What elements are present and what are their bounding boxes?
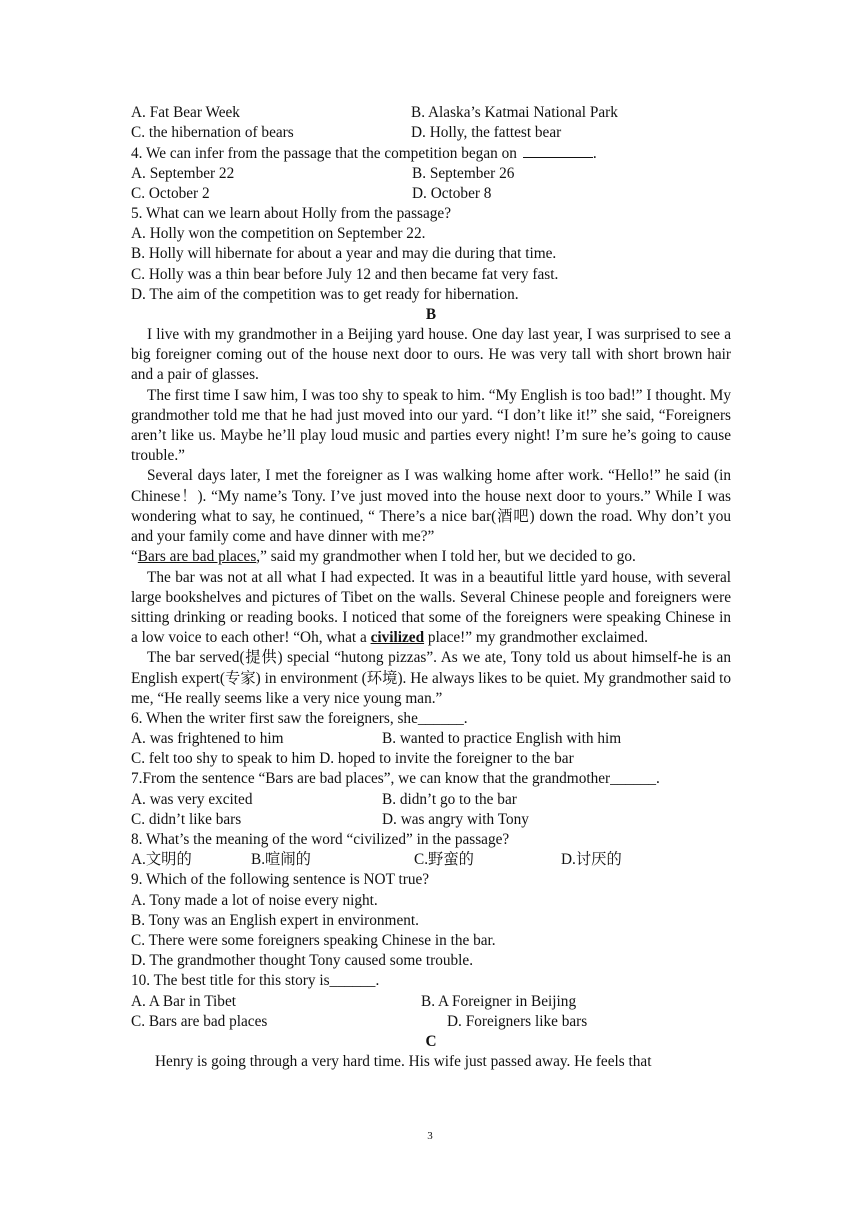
q10-stem: 10. The best title for this story is______.	[131, 972, 380, 990]
q6-stem: 6. When the writer first saw the foreigners, she______.	[131, 709, 468, 727]
q7-option-a: A. was very excited	[131, 790, 253, 808]
q4-option-a: A. September 22	[131, 164, 235, 182]
q7-option-c: C. didn’t like bars	[131, 810, 242, 828]
passage-b-paragraph-3: Several days later, I met the foreigner as I was walking home after work. “Hello!” he said (in Chinese！). “My name’s Tony. I’ve just moved into the house next door to yours.” While I was wondering what to say, he continued, “ There’s a nice bar(酒吧) down the road. Why don’t you and your family come and have dinner with me?”	[131, 467, 731, 546]
q3-option-d: D. Holly, the fattest bear	[411, 124, 562, 142]
answer-blank	[523, 143, 593, 158]
section-b-heading: B	[425, 305, 437, 323]
q3-option-c: C. the hibernation of bears	[131, 124, 294, 142]
q10-options-row-1	[131, 992, 731, 1012]
q7-option-d: D. was angry with Tony	[382, 810, 529, 828]
q3-options-row-2	[131, 123, 731, 143]
q9-option-d: D. The grandmother thought Tony caused some trouble.	[131, 952, 474, 970]
q10-option-a: A. A Bar in Tibet	[131, 992, 236, 1010]
q3-option-a: A. Fat Bear Week	[131, 104, 240, 121]
q4-stem: 4. We can infer from the passage that the competition began on .	[131, 145, 597, 163]
q4-options-row-1	[131, 164, 731, 184]
q9-option-b: B. Tony was an English expert in environment.	[131, 911, 419, 929]
q6-options-row-2: C. felt too shy to speak to him D. hoped to invite the foreigner to the bar	[131, 750, 574, 768]
passage-b-paragraph-1: I live with my grandmother in a Beijing yard house. One day last year, I was surprised to see a big foreigner coming out of the house next door to ours. He was very tall with short brown hair and a pair of glasses.	[131, 326, 731, 384]
q8-options-row	[131, 850, 731, 870]
q5-option-b: B. Holly will hibernate for about a year and may die during that time.	[131, 245, 557, 263]
q8-option-d: D.讨厌的	[561, 851, 622, 869]
q6-option-a: A. was frightened to him	[131, 730, 284, 748]
underlined-word-civilized: civilized	[370, 629, 425, 647]
passage-b-paragraph-4: “Bars are bad places,” said my grandmother when I told her, but we decided to go.	[131, 548, 636, 566]
passage-b	[131, 325, 731, 709]
page-number: 3	[427, 1130, 433, 1142]
document-page	[131, 103, 731, 1072]
q10-option-b: B. A Foreigner in Beijing	[421, 992, 577, 1010]
q3-options-row-1	[131, 103, 731, 123]
q6-options-row-1	[131, 729, 731, 749]
passage-b-paragraph-2: The first time I saw him, I was too shy to speak to him. “My English is too bad!” I thought. My grandmother told me that he had just moved into our yard. “I don’t like it!” she said, “Foreigners aren’t like us. Maybe he’ll play loud music and parties every night! I’m sure he’s going to cause trouble.”	[131, 386, 731, 465]
q5-option-d: D. The aim of the competition was to get ready for hibernation.	[131, 285, 519, 303]
q9-option-a: A. Tony made a lot of noise every night.	[131, 891, 378, 909]
q10-option-c: C. Bars are bad places	[131, 1012, 268, 1030]
passage-c	[131, 1052, 731, 1072]
q3-option-b: B. Alaska’s Katmai National Park	[411, 104, 618, 121]
q7-option-b: B. didn’t go to the bar	[382, 790, 517, 808]
q8-option-b: B.喧闹的	[251, 851, 311, 869]
q5-option-a: A. Holly won the competition on September 22.	[131, 225, 426, 243]
q4-options-row-2	[131, 184, 731, 204]
q7-stem: 7.From the sentence “Bars are bad places”, we can know that the grandmother______.	[131, 770, 660, 788]
passage-b-paragraph-6: The bar served(提供) special “hutong pizzas”. As we ate, Tony told us about himself-he is an English expert(专家) in environment (环境). He always likes to be quiet. My grandmother said to me, “He really seems like a very nice young man.”	[131, 649, 731, 707]
q9-stem: 9. Which of the following sentence is NOT true?	[131, 871, 430, 889]
passage-b-paragraph-5: The bar was not at all what I had expected. It was in a beautiful little yard house, with several large bookshelves and pictures of Tibet on the walls. Several Chinese people and foreigners were sitting drinking or reading books. I noticed that some of the foreigners were speaking Chinese in a low voice to each other! “Oh, what a civilized place!” my grandmother exclaimed.	[131, 568, 731, 647]
q4-option-b: B. September 26	[412, 164, 515, 182]
section-c-heading: C	[425, 1032, 437, 1050]
q8-option-a: A.文明的	[131, 851, 192, 869]
q9-option-c: C. There were some foreigners speaking Chinese in the bar.	[131, 931, 496, 949]
q10-options-row-2	[131, 1012, 731, 1032]
q10-option-d: D. Foreigners like bars	[447, 1012, 588, 1030]
q7-options-row-1	[131, 790, 731, 810]
q7-options-row-2	[131, 810, 731, 830]
q4-option-d: D. October 8	[412, 184, 492, 202]
q8-stem: 8. What’s the meaning of the word “civilized” in the passage?	[131, 831, 510, 849]
q8-option-c: C.野蛮的	[414, 851, 474, 869]
q5-stem: 5. What can we learn about Holly from the passage?	[131, 204, 451, 222]
underlined-quote: Bars are bad places	[137, 548, 257, 566]
passage-c-paragraph-1: Henry is going through a very hard time. His wife just passed away. He feels that	[155, 1053, 652, 1071]
q6-option-b: B. wanted to practice English with him	[382, 730, 622, 748]
q5-option-c: C. Holly was a thin bear before July 12 and then became fat very fast.	[131, 265, 559, 283]
q4-option-c: C. October 2	[131, 184, 210, 202]
